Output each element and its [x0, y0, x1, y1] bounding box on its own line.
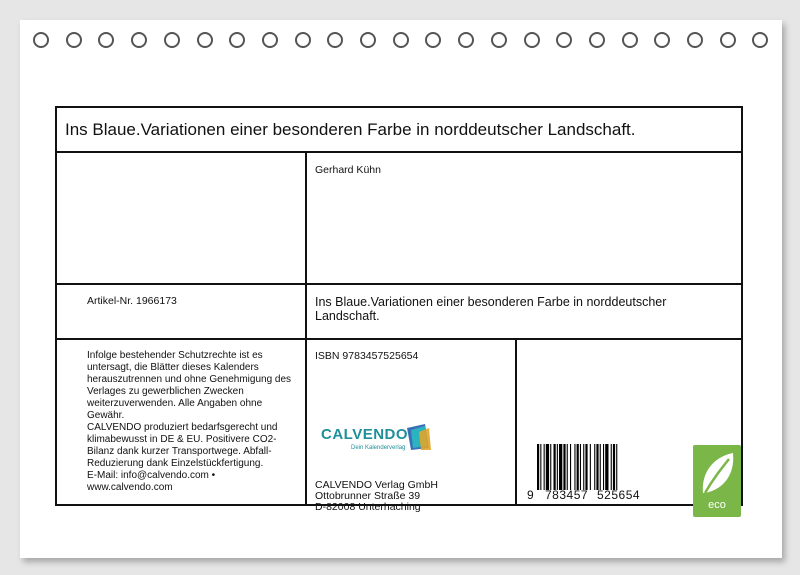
leaf-icon — [693, 447, 741, 499]
title-row — [57, 108, 741, 153]
binding-ring — [393, 32, 409, 48]
barcode-bar — [600, 444, 601, 490]
calendar-title: Ins Blaue.Variationen einer besonderen Farbe in norddeutscher Landschaft. — [65, 120, 636, 139]
legal-text-line: Gewähr. — [87, 410, 125, 421]
legal-text-line: Verlages zu gewerblichen Zwecken — [87, 386, 244, 397]
binding-ring — [33, 32, 49, 48]
legal-text-line: E-Mail: info@calvendo.com • — [87, 470, 216, 481]
binding-ring — [229, 32, 245, 48]
calvendo-logo — [321, 426, 441, 456]
binding-ring — [589, 32, 605, 48]
legal-text-line: www.calvendo.com — [87, 482, 173, 493]
legal-text-line: klimabewusst in DE & EU. Positivere CO2- — [87, 434, 277, 445]
barcode-bar — [544, 444, 545, 490]
binding-ring — [752, 32, 768, 48]
binding-ring — [458, 32, 474, 48]
barcode-bar — [603, 444, 604, 490]
barcode-bar — [611, 444, 612, 490]
barcode-digits-group2: 525654 — [597, 488, 641, 502]
calvendo-logo-text: CALVENDO — [321, 426, 409, 443]
barcode-bar — [546, 444, 549, 490]
barcode-bar — [574, 444, 575, 490]
binding-ring — [360, 32, 376, 48]
barcode-bar — [554, 444, 556, 490]
binding-ring — [491, 32, 507, 48]
binding-ring — [262, 32, 278, 48]
legal-text-line: Reduzierung dank Einzelstückfertigung. — [87, 458, 264, 469]
barcode-bar — [570, 444, 571, 490]
binding-ring — [327, 32, 343, 48]
binding-ring — [556, 32, 572, 48]
barcode-bar — [580, 444, 581, 490]
legal-text-line: CALVENDO produziert bedarfsgerecht und — [87, 422, 278, 433]
eco-badge — [693, 445, 741, 517]
barcode-bar — [550, 444, 551, 490]
binding-ring — [295, 32, 311, 48]
barcode-bar — [559, 444, 562, 490]
barcode-bar — [567, 444, 568, 490]
divider-row3 — [57, 338, 741, 340]
barcode-bar — [540, 444, 541, 490]
barcode-digit-first: 9 — [527, 488, 534, 502]
binding-ring — [524, 32, 540, 48]
binding-ring — [622, 32, 638, 48]
calvendo-logo-tagline: Dein Kalenderverlag — [351, 445, 406, 451]
publisher-address — [315, 480, 438, 513]
legal-text-line: untersagt, die Blätter dieses Kalenders — [87, 362, 259, 373]
barcode-bar — [594, 444, 595, 490]
binding-ring — [654, 32, 670, 48]
barcode-bar — [613, 444, 615, 490]
isbn: ISBN 9783457525654 — [315, 350, 419, 362]
legal-text-line: herauszutrennen und ohne Genehmigung des — [87, 374, 292, 385]
barcode-bar — [616, 444, 617, 490]
divider-row2 — [57, 283, 741, 285]
publisher-street: Ottobrunner Straße 39 — [315, 490, 421, 502]
legal-text-line: Bilanz dank kurzer Transportwege. Abfall- — [87, 446, 272, 457]
legal-text — [87, 350, 307, 494]
binding-ring — [131, 32, 147, 48]
barcode-bar — [605, 444, 608, 490]
binding-ring — [197, 32, 213, 48]
eco-label: eco — [708, 499, 726, 511]
barcode-bar — [585, 444, 587, 490]
article-number: Artikel-Nr. 1966173 — [87, 295, 177, 307]
barcode-digits-group1: 783457 — [545, 488, 589, 502]
calvendo-flag-icon — [405, 424, 431, 452]
binding-ring — [66, 32, 82, 48]
barcode-bar — [577, 444, 579, 490]
publisher-city: D-82008 Unterhaching — [315, 501, 421, 513]
barcode-bar — [563, 444, 565, 490]
binding-ring — [425, 32, 441, 48]
barcode-bars — [537, 444, 657, 490]
barcode-bar — [537, 444, 539, 490]
isbn-barcode — [527, 444, 657, 504]
legal-text-line: weiterzuverwenden. Alle Angaben ohne — [87, 398, 263, 409]
barcode-bar — [590, 444, 591, 490]
author-name: Gerhard Kühn — [315, 164, 381, 176]
legal-text-line: Infolge bestehender Schutzrechte ist es — [87, 350, 263, 361]
binding-ring — [164, 32, 180, 48]
publisher-name: CALVENDO Verlag GmbH — [315, 479, 438, 491]
calendar-back-page — [20, 20, 782, 558]
divider-vertical-barcode — [515, 338, 517, 506]
calendar-subtitle: Ins Blaue.Variationen einer besonderen Farbe in norddeutscher Landschaft. — [315, 295, 667, 323]
binding-rings — [20, 20, 782, 60]
binding-ring — [98, 32, 114, 48]
binding-ring — [687, 32, 703, 48]
info-frame — [55, 106, 743, 513]
barcode-bar — [583, 444, 584, 490]
binding-ring — [720, 32, 736, 48]
barcode-bar — [596, 444, 598, 490]
barcode-bar — [557, 444, 558, 490]
